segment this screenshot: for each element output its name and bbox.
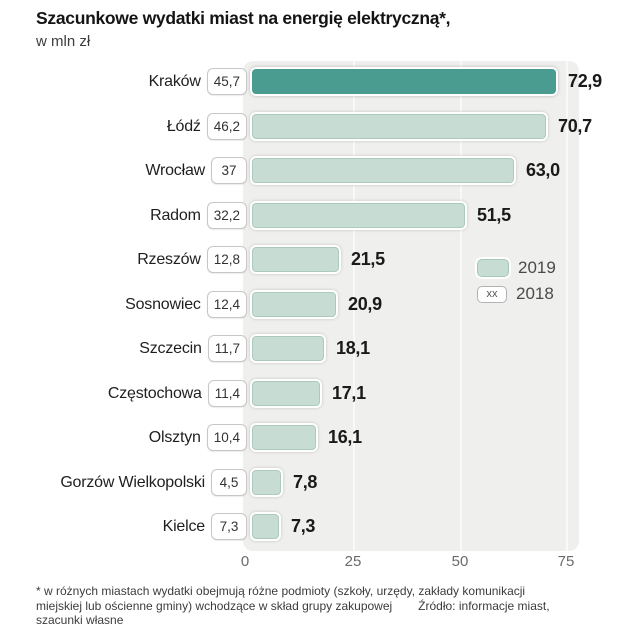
chart-row bbox=[0, 512, 640, 541]
value-2019-label: 72,9 bbox=[568, 71, 602, 91]
bar-2019 bbox=[250, 512, 281, 541]
row-left-labels bbox=[0, 290, 247, 319]
chart-unit-subtitle: w mln zł bbox=[36, 33, 91, 50]
row-left-labels bbox=[0, 379, 247, 408]
bar-2019 bbox=[250, 379, 322, 408]
value-2018-box: 11,7 bbox=[208, 335, 247, 362]
row-left-labels bbox=[0, 423, 247, 452]
chart-row bbox=[0, 201, 640, 230]
footnote-line-2 bbox=[36, 599, 611, 614]
footnote-line-1: * w różnych miastach wydatki obejmują różne podmioty (szkoły, urzędy, zakłady komunikacji bbox=[36, 584, 526, 598]
legend-item-2019 bbox=[477, 257, 556, 279]
city-label: Sosnowiec bbox=[125, 295, 201, 313]
chart-legend bbox=[477, 257, 556, 309]
legend-label-2018: 2018 bbox=[516, 284, 554, 303]
x-axis-tick-50: 50 bbox=[451, 553, 469, 570]
city-label: Olsztyn bbox=[148, 428, 201, 446]
legend-swatch-2019 bbox=[477, 259, 509, 277]
bar-2019 bbox=[250, 156, 516, 185]
chart-row bbox=[0, 423, 640, 452]
city-label: Kielce bbox=[162, 517, 205, 535]
value-2019-label: 21,5 bbox=[351, 249, 385, 269]
x-axis-tick-0: 0 bbox=[240, 553, 250, 570]
legend-item-2018 bbox=[477, 283, 556, 305]
value-2019-label: 18,1 bbox=[336, 338, 370, 358]
value-2019-label: 63,0 bbox=[526, 160, 560, 180]
bar-2019 bbox=[250, 423, 318, 452]
value-2019-label: 17,1 bbox=[332, 383, 366, 403]
value-2018-box: 32,2 bbox=[207, 202, 247, 229]
chart-row bbox=[0, 67, 640, 96]
bar-2019-highlight bbox=[250, 67, 558, 96]
value-2018-box: 45,7 bbox=[207, 68, 247, 95]
chart-row bbox=[0, 379, 640, 408]
row-left-labels bbox=[0, 201, 247, 230]
row-left-labels bbox=[0, 512, 247, 541]
value-2019-label: 7,8 bbox=[293, 472, 318, 492]
city-label: Radom bbox=[150, 206, 201, 224]
bar-2019 bbox=[250, 334, 326, 363]
value-2018-box: 11,4 bbox=[208, 380, 247, 407]
value-2019-label: 7,3 bbox=[291, 516, 316, 536]
bar-2019 bbox=[250, 112, 548, 141]
row-left-labels bbox=[0, 334, 247, 363]
row-left-labels bbox=[0, 468, 247, 497]
value-2019-label: 70,7 bbox=[558, 116, 592, 136]
x-axis-tick-25: 25 bbox=[344, 553, 362, 570]
city-label: Szczecin bbox=[139, 339, 202, 357]
value-2018-box: 37 bbox=[211, 157, 247, 184]
chart-row bbox=[0, 156, 640, 185]
bar-2019 bbox=[250, 468, 283, 497]
value-2018-box: 7,3 bbox=[211, 513, 247, 540]
bar-2019 bbox=[250, 290, 338, 319]
footnote-line-3: szacunki własne bbox=[36, 613, 124, 627]
value-2018-box: 12,4 bbox=[207, 291, 247, 318]
city-label: Gorzów Wielkopolski bbox=[60, 473, 205, 491]
value-2018-box: 46,2 bbox=[207, 113, 247, 140]
value-2019-label: 16,1 bbox=[328, 427, 362, 447]
x-axis-tick-75: 75 bbox=[557, 553, 575, 570]
page-title: Szacunkowe wydatki miast na energię elektryczną*, bbox=[36, 8, 451, 28]
city-label: Rzeszów bbox=[137, 250, 201, 268]
row-left-labels bbox=[0, 67, 247, 96]
city-label: Łódź bbox=[166, 117, 201, 135]
value-2018-box: 12,8 bbox=[207, 246, 247, 273]
chart-row bbox=[0, 468, 640, 497]
bar-2019 bbox=[250, 201, 467, 230]
row-left-labels bbox=[0, 156, 247, 185]
city-label: Kraków bbox=[148, 72, 201, 90]
footnote-line-2a: miejskiej lub ościenne gminy) wchodzące w skład grupy zakupowej bbox=[36, 598, 393, 613]
source-text: Źródło: informacje miast, bbox=[418, 598, 550, 613]
value-2019-label: 51,5 bbox=[477, 205, 511, 225]
value-2018-box: 4,5 bbox=[211, 469, 247, 496]
chart-row bbox=[0, 334, 640, 363]
value-2019-label: 20,9 bbox=[348, 294, 382, 314]
footnote bbox=[36, 584, 611, 628]
bar-2019 bbox=[250, 245, 341, 274]
row-left-labels bbox=[0, 112, 247, 141]
legend-swatch-2018: xx bbox=[477, 286, 507, 303]
value-2018-box: 10,4 bbox=[207, 424, 247, 451]
chart-row bbox=[0, 112, 640, 141]
city-label: Częstochowa bbox=[107, 384, 202, 402]
legend-label-2019: 2019 bbox=[518, 258, 556, 277]
city-label: Wrocław bbox=[145, 161, 205, 179]
row-left-labels bbox=[0, 245, 247, 274]
